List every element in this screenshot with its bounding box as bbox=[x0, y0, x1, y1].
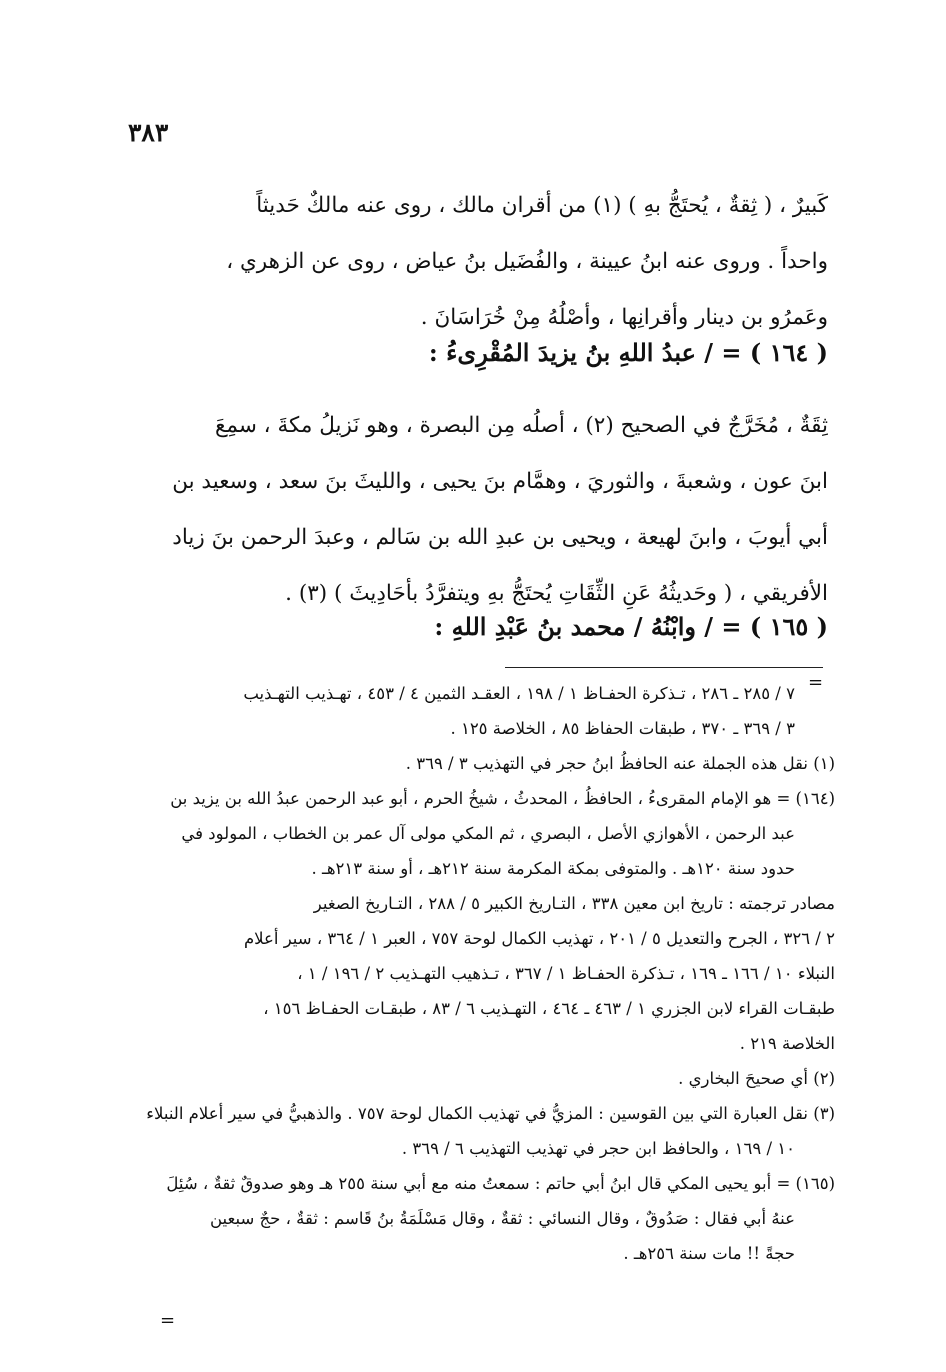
entry-heading-165: ( ١٦٥ ) = / وابْنُهُ / محمد بنُ عَبْدِ اللهِ : bbox=[434, 612, 828, 641]
continuation-mark: = bbox=[160, 1310, 176, 1331]
paragraph-2 bbox=[130, 398, 828, 622]
footnote-3-line: (٣) نقل العبارة التي بين القوسين : المزيُّ في تهذيب الكمال لوحة ٧٥٧ . والذهبيُّ في سير أعلام النبلاء bbox=[146, 1104, 835, 1123]
footnote-sources-line: الخلاصة ٢١٩ . bbox=[739, 1034, 835, 1053]
page-number: ٣٨٣ bbox=[128, 118, 169, 147]
footnote-separator bbox=[505, 667, 823, 668]
paragraph-line: ابنَ عون ، وشعبةَ ، والثوريَ ، وهمَّام بنَ يحيى ، والليثَ بنَ سعد ، وسعيد بن bbox=[172, 469, 828, 494]
entry-heading-164: ( ١٦٤ ) = / عبدُ اللهِ بنُ يزيدَ المُقْرِىءُ : bbox=[428, 338, 828, 367]
footnote-line: حدود سنة ١٢٠هـ . والمتوفى بمكة المكرمة سنة ٢١٢هـ ، أو سنة ٢١٣هـ . bbox=[311, 859, 795, 878]
footnote-line: (١٦٤) = هو الإمام المقرىءُ ، الحافظُ ، المحدثُ ، شيخُ الحرم ، أبو عبد الرحمن عبدُ الله بن يزيد بن bbox=[170, 789, 835, 808]
footnote-line: عبد الرحمن ، الأهوازي الأصل ، البصري ، ثم المكي مولى آل عمر بن الخطاب ، المولود في bbox=[181, 824, 795, 843]
footnote-3-line: ١٠ / ١٦٩ ، والحافظ ابن حجر في تهذيب التهذيب ٦ / ٣٦٩ . bbox=[401, 1139, 795, 1158]
footnote-sources-line: النبلاء ١٠ / ١٦٦ ـ ١٦٩ ، تـذكرة الحفـاظ ١ / ٣٦٧ ، تـذهيب التهـذيب ٢ / ١٩٦ / ١ ، bbox=[297, 964, 835, 983]
footnote-165-line: حجةً !! مات سنة ٢٥٦هـ . bbox=[623, 1244, 795, 1263]
paragraph-line: أبي أيوبَ ، وابنَ لهيعة ، ويحيى بن عبدِ الله بن سَالم ، وعبدَ الرحمن بنَ زياد bbox=[172, 525, 828, 550]
footnote-line: ٣ / ٣٦٩ ـ ٣٧٠ ، طبقات الحفاظ ٨٥ ، الخلاصة ١٢٥ . bbox=[450, 719, 795, 738]
paragraph-line: الأفريقي ، ( وحَديثُهُ عَنِ الثِّقَاتِ يُحتَجُّ بهِ ويتفرَّدُ بأحَادِيثَ ) (٣) . bbox=[285, 581, 828, 606]
paragraph-line: واحداً . وروى عنه ابنُ عيينة ، والفُضَيل بنُ عياض ، روى عن الزهري ، bbox=[226, 249, 828, 274]
footnote-sources-line: مصادر ترجمته : تاريخ ابن معين ٣٣٨ ، التـاريخ الكبير ٥ / ٢٨٨ ، التـاريخ الصغير bbox=[313, 894, 835, 913]
footnote-continuation-mark: = bbox=[808, 672, 824, 693]
footnotes bbox=[135, 676, 835, 1271]
footnote-165-line: (١٦٥) = أبو يحيى المكي قال ابنُ أبي حاتم : سمعتُ منه مع أبي سنة ٢٥٥ هـ وهو صدوقٌ ثقةٌ ، سُئِلَ bbox=[166, 1174, 835, 1193]
paragraph-line: ثِقَةٌ ، مُخَرَّجٌ في الصحيح (٢) ، أصلُه مِن البصرة ، وهو نَزيلُ مكةَ ، سمِعَ bbox=[214, 413, 828, 438]
footnote-line: ٧ / ٢٨٥ ـ ٢٨٦ ، تـذكرة الحفـاظ ١ / ١٩٨ ، العقـد الثمين ٤ / ٤٥٣ ، تهـذيب التهـذيب bbox=[243, 684, 795, 703]
footnote-1: (١) نقل هذه الجملة عنه الحافظُ ابنُ حجر في التهذيب ٣ / ٣٦٩ . bbox=[405, 754, 835, 773]
footnote-sources-line: طبقـات القراء لابن الجزري ١ / ٤٦٣ ـ ٤٦٤ ، التهـذيب ٦ / ٨٣ ، طبقـات الحفـاظ ١٥٦ ، bbox=[263, 999, 835, 1018]
paragraph-line: وعَمرُو بن دينار وأقرانِها ، وأصْلُهُ مِنْ خُرَاسَانَ . bbox=[420, 305, 828, 330]
footnote-2: (٢) أي صحيحَ البخاري . bbox=[678, 1069, 835, 1088]
footnote-sources-line: ٢ / ٣٢٦ ، الجرح والتعديل ٥ / ٢٠١ ، تهذيب الكمال لوحة ٧٥٧ ، العبر ١ / ٣٦٤ ، سير أعلام bbox=[243, 929, 835, 948]
paragraph-1 bbox=[130, 178, 828, 346]
footnote-165-line: عنهُ أبي فقال : صَدُوقٌ ، وقال النسائي : ثقةٌ ، وقال مَسْلَمَةُ بنُ قَاسم : ثقةٌ ، حجٌ سبعين bbox=[209, 1209, 795, 1228]
paragraph-line: كَبيرٌ ، ( ثِقةٌ ، يُحتَجُّ بهِ ) (١) من أقران مالك ، روى عنه مالكٌ حَديثاً bbox=[256, 193, 828, 218]
